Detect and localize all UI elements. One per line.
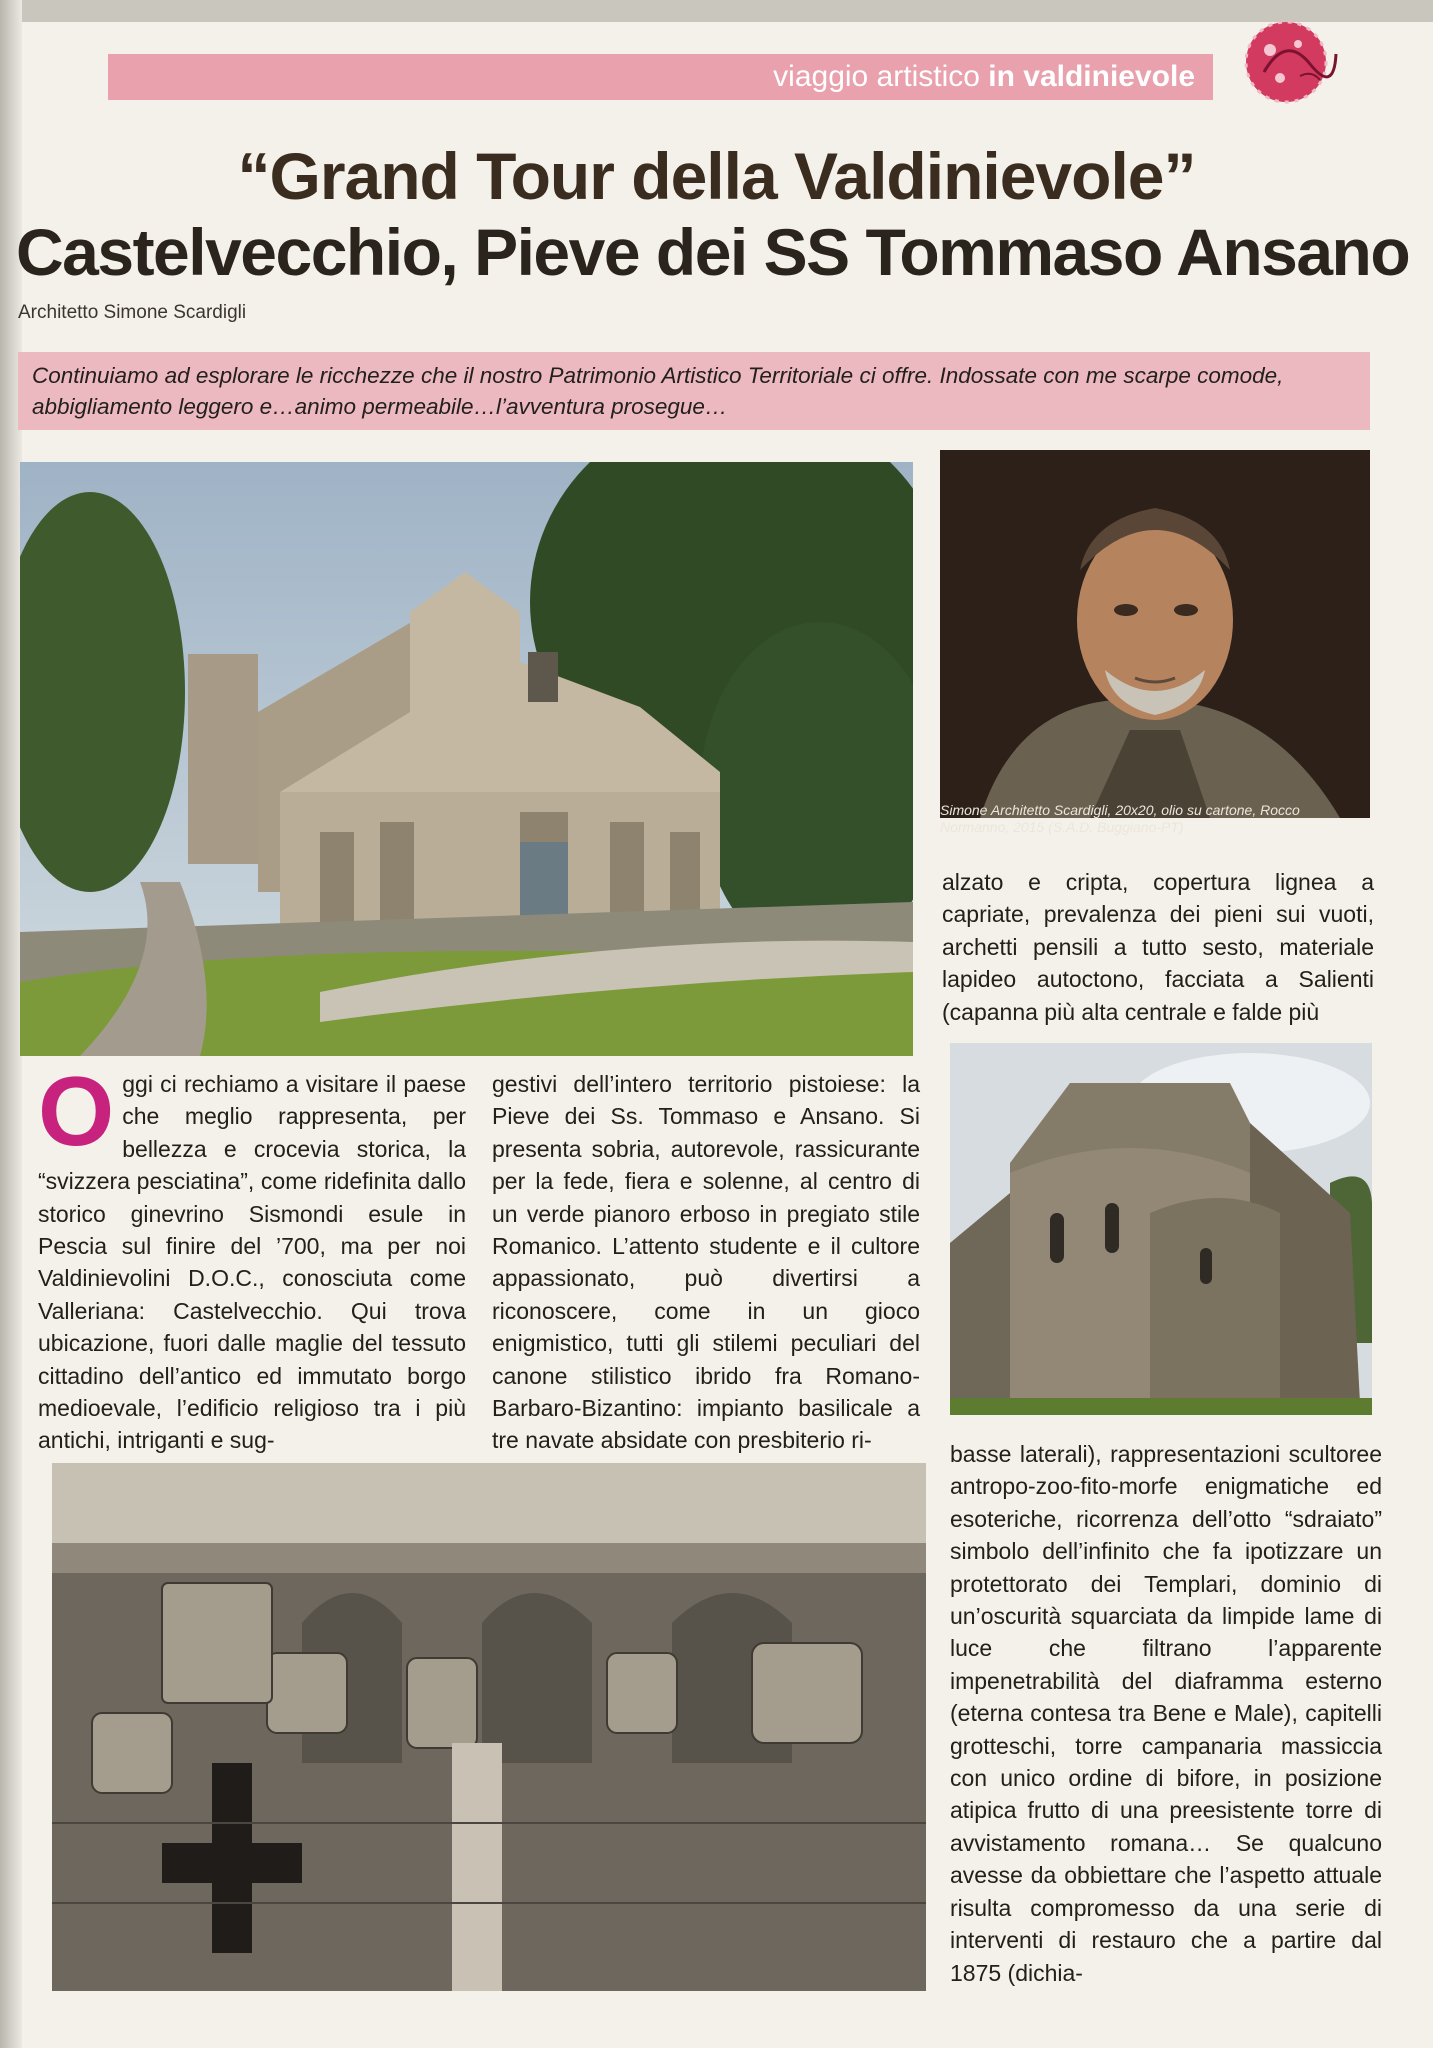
banner-prefix: viaggio artistico <box>773 60 980 93</box>
drop-cap: O <box>38 1056 115 1166</box>
article-author: Architetto Simone Scardigli <box>18 302 247 323</box>
magazine-logo <box>1240 14 1340 108</box>
article-column-2 <box>492 1068 920 1457</box>
section-banner-text <box>773 60 1195 94</box>
article-text-col3a: alzato e cripta, copertura lignea a capriate, prevalenza dei pieni sui vuoti, archetti pensili a tutto sesto, materiale lapideo autoctono, facciata a Salienti (capanna più alta centrale e falde più <box>942 869 1374 1025</box>
article-text-col1: ggi ci rechiamo a visitare il paese che meglio rappresenta, per bellezza e crocevia storica, la “svizzera pesciatina”, come ridefinita dallo storico ginevrino Sismondi esule in Pescia sul finire del ’700, ma per noi Valdinievolini D.O.C., conosciuta come Valleriana: Castelvecchio. Qui trova ubicazione, fuori dalle maglie del tessuto cittadino dell’antico ed immutato borgo medioevale, l’edificio religioso tra i più antichi, intriganti e sug- <box>38 1071 466 1454</box>
intro-box <box>18 352 1370 430</box>
article-title-line1: “Grand Tour della Valdinievole” <box>237 139 1196 213</box>
article-title-line2: Castelvecchio, Pieve dei SS Tommaso Ansano <box>16 215 1410 289</box>
church-apse-photo <box>950 1043 1372 1415</box>
page-edge-top <box>0 0 1433 22</box>
intro-text: Continuiamo ad esplorare le ricchezze che il nostro Patrimonio Artistico Territoriale ci offre. Indossate con me scarpe comode, abbigliamento leggero e…animo permeabile…l’avventura prosegue… <box>32 363 1284 419</box>
author-portrait-painting <box>940 450 1370 818</box>
article-text-col3b: basse laterali), rappresentazioni scultoree antropo-zoo-fito-morfe enigmatiche ed esoteriche, ricorrenza dell’otto “sdraiato” simbolo dell’infinito che fa ipotizzare un protettorato dei Templari, dominio di un’oscurità squarciata da limpide lame di luce che filtrano l’apparente impenetrabilità del diaframma esterno (eterna contesa tra Bene e Male), capitelli grotteschi, torre campanaria massiccia con unico ordine di bifore, in posizione atipica frutto di una preesistente torre di avvistamento romana… Se qualcuno avesse da obbiettare che l’aspetto attuale risulta compromesso da una serie di interventi di restauro che a partire dal 1875 (dichia- <box>950 1441 1382 1986</box>
banner-emphasis: in valdinievole <box>988 60 1195 93</box>
article-text-col2: gestivi dell’intero territorio pistoiese: la Pieve dei Ss. Tommaso e Ansano. Si presenta sobria, autorevole, rassicurante per la fede, fiera e solenne, al centro di un verde pianoro erboso in pregiato stile Romanico. L’attento studente e il cultore appassionato, può divertirsi a riconoscere, come in un gioco enigmistico, tutti gli stilemi peculiari del canone stilistico ibrido fra Romano-Barbaro-Bizantino: impianto basilicale a tre navate absidate con presbiterio ri- <box>492 1071 920 1454</box>
article-column-3-bottom <box>950 1438 1382 1989</box>
article-column-3-top <box>942 866 1374 1028</box>
portrait-caption: Simone Architetto Scardigli, 20x20, olio su cartone, Rocco Normanno, 2015 (S.A.D. Buggiano-PT) <box>940 802 1300 835</box>
church-facade-photo <box>20 462 913 1056</box>
article-column-1 <box>38 1056 466 1457</box>
section-banner <box>108 54 1213 100</box>
corbel-sculpture-photo <box>52 1463 926 1991</box>
